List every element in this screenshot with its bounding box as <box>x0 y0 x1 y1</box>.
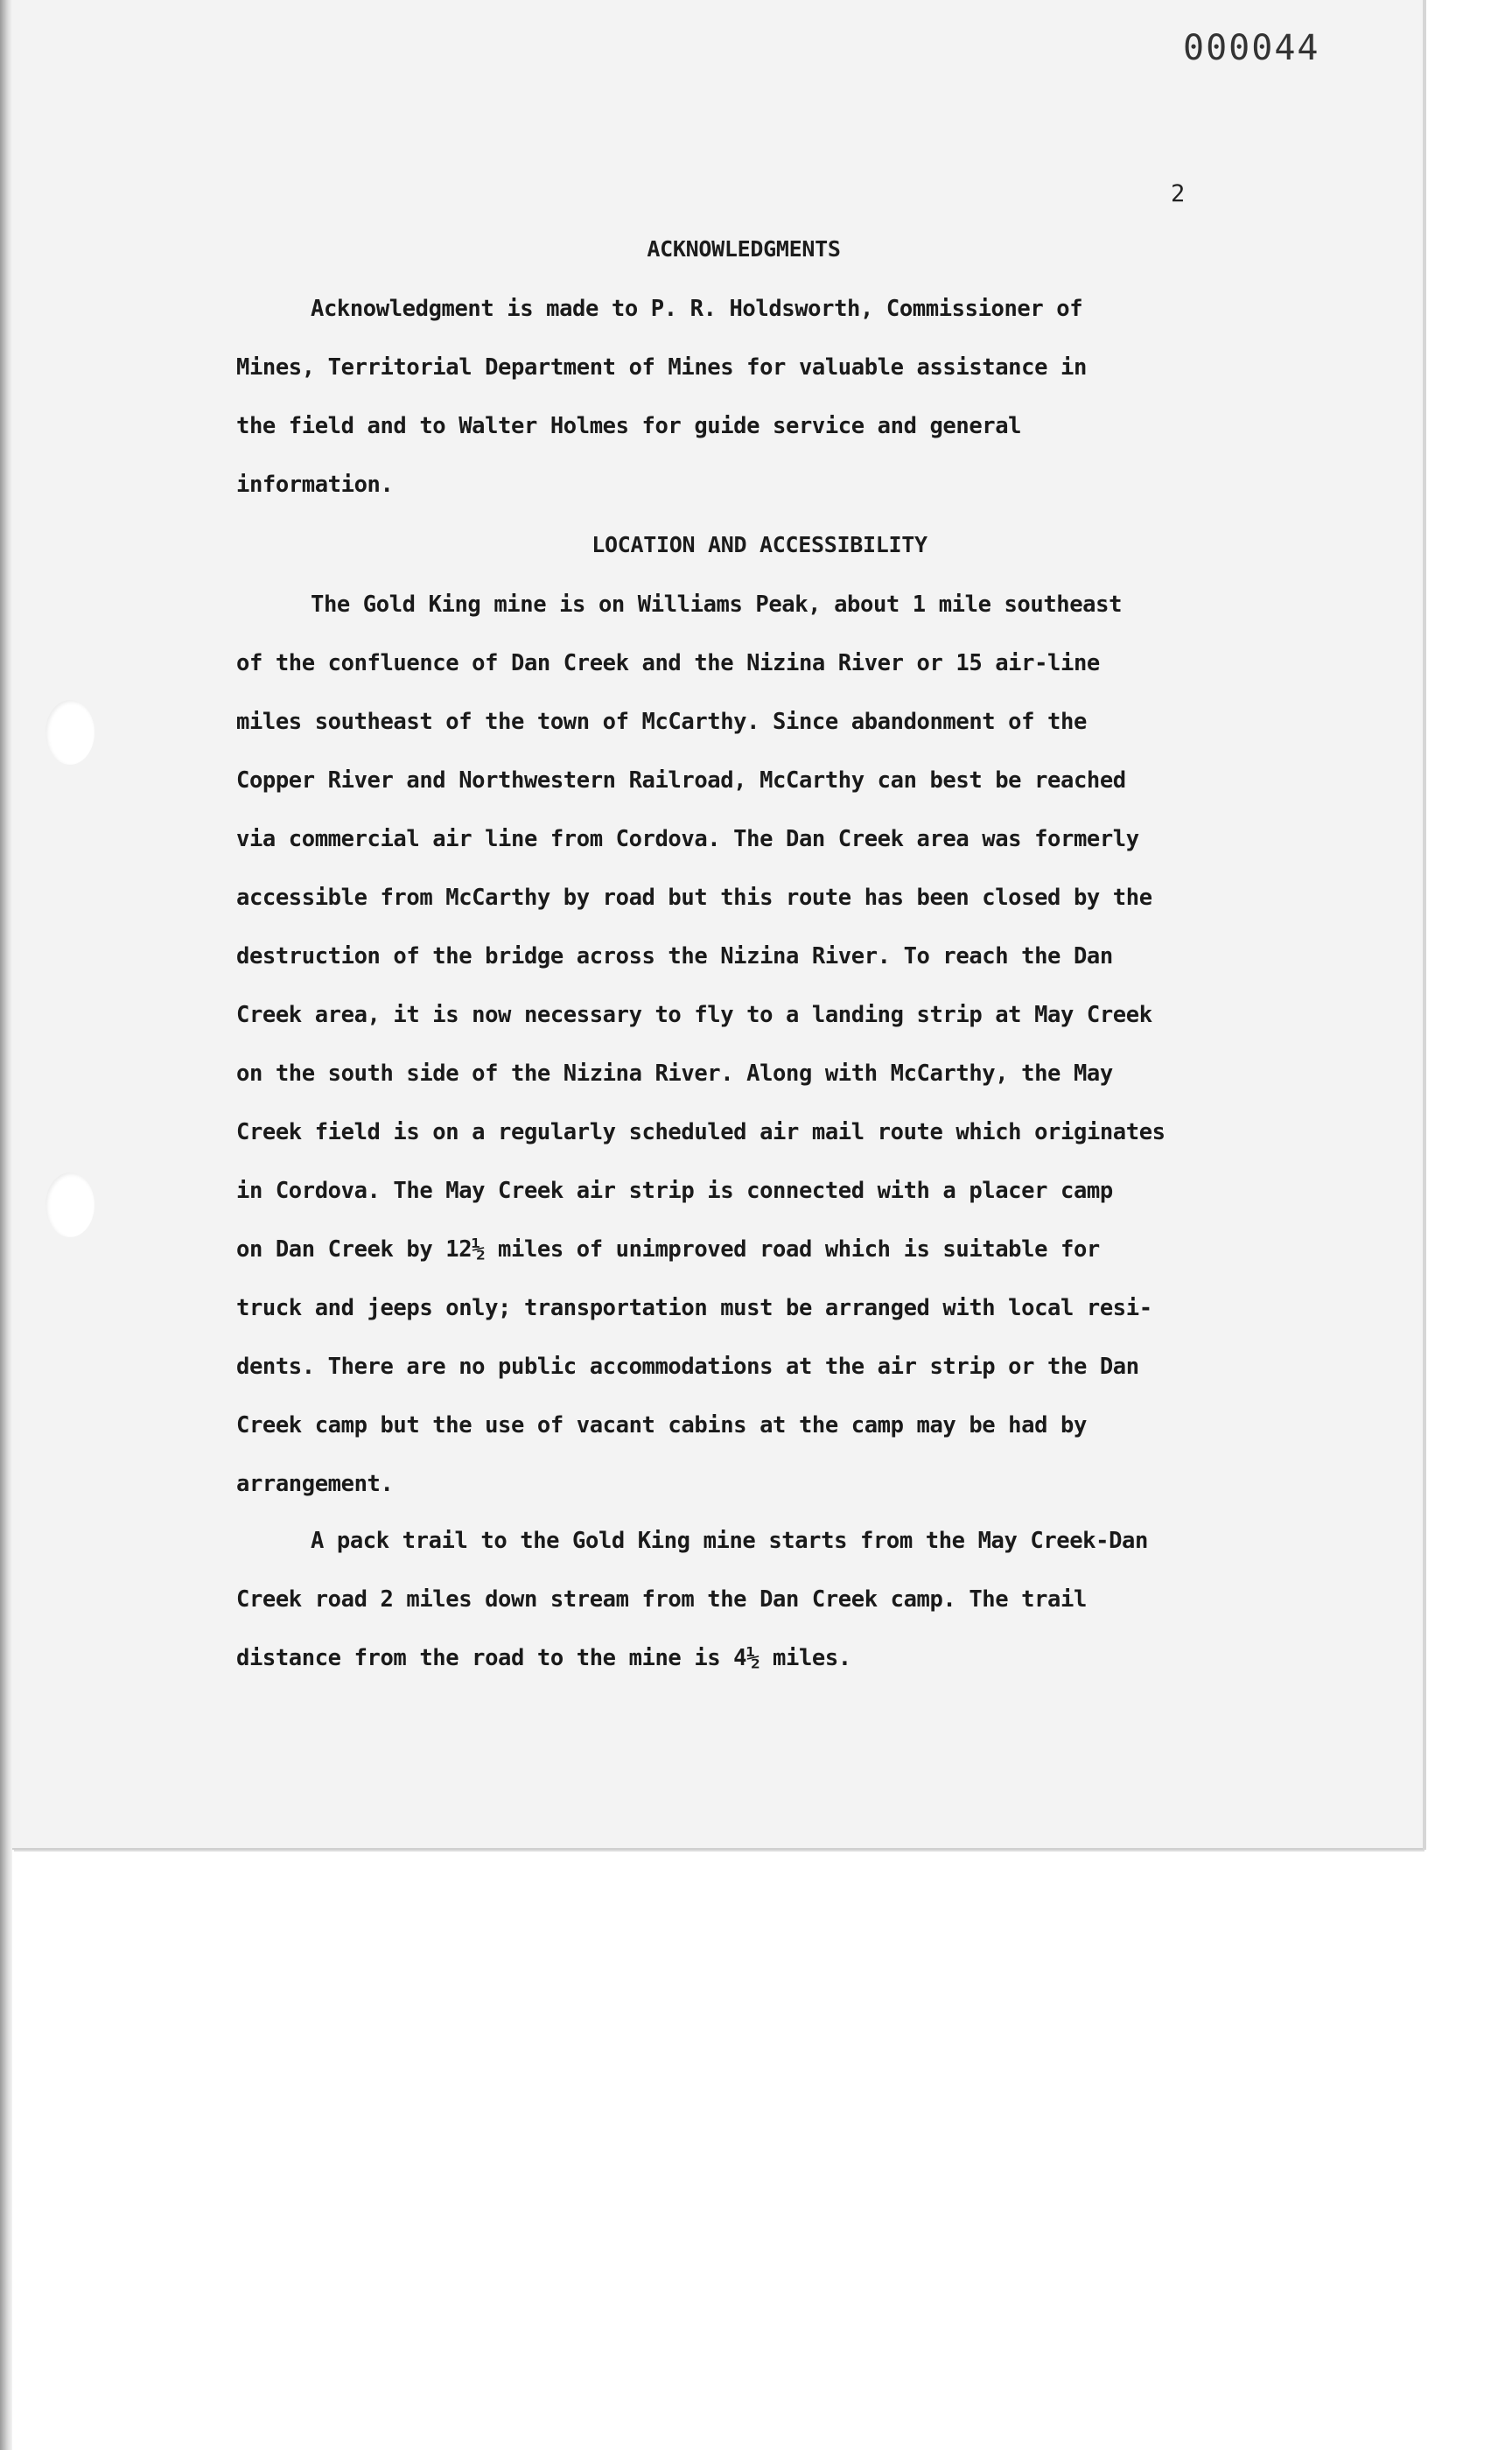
text-line: accessible from McCarthy by road but this route has been closed by the <box>236 885 1152 911</box>
acknowledgments-heading: ACKNOWLEDGMENTS <box>647 236 841 262</box>
text-line: truck and jeeps only; transportation must be arranged with local resi- <box>236 1295 1152 1321</box>
text-line: destruction of the bridge across the Nizina River. To reach the Dan <box>236 943 1113 970</box>
text-line: The Gold King mine is on Williams Peak, about 1 mile southeast <box>311 592 1123 618</box>
location-paragraph <box>236 576 1295 1514</box>
page-number: 2 <box>1171 180 1186 207</box>
text-line: on the south side of the Nizina River. Along with McCarthy, the May <box>236 1060 1113 1087</box>
scan-left-edge <box>0 0 12 2450</box>
text-line: information. <box>236 472 394 498</box>
pack-trail-paragraph <box>236 1512 1295 1688</box>
text-line: Mines, Territorial Department of Mines for valuable assistance in <box>236 354 1087 381</box>
text-line: the field and to Walter Holmes for guide service and general <box>236 413 1022 439</box>
text-line: dents. There are no public accommodations at the air strip or the Dan <box>236 1354 1139 1380</box>
text-line: miles southeast of the town of McCarthy. Since abandonment of the <box>236 709 1087 735</box>
text-line: Acknowledgment is made to P. R. Holdsworth, Commissioner of <box>311 296 1083 322</box>
punch-hole <box>46 1172 94 1237</box>
text-line: in Cordova. The May Creek air strip is connected with a placer camp <box>236 1178 1113 1204</box>
punch-hole <box>46 700 94 765</box>
location-heading: LOCATION AND ACCESSIBILITY <box>592 532 928 557</box>
acknowledgments-paragraph <box>236 280 1295 514</box>
text-line: Creek camp but the use of vacant cabins at the camp may be had by <box>236 1412 1087 1438</box>
text-line: Copper River and Northwestern Railroad, McCarthy can best be reached <box>236 767 1126 794</box>
text-line: distance from the road to the mine is 4½ miles. <box>236 1645 851 1671</box>
page-right-edge <box>1423 0 1426 1850</box>
text-line: of the confluence of Dan Creek and the Nizina River or 15 air-line <box>236 650 1100 676</box>
text-line: arrangement. <box>236 1471 394 1497</box>
text-line: Creek area, it is now necessary to fly to a landing strip at May Creek <box>236 1002 1152 1028</box>
text-line: via commercial air line from Cordova. The Dan Creek area was formerly <box>236 826 1139 852</box>
text-line: A pack trail to the Gold King mine starts from the May Creek-Dan <box>311 1528 1148 1554</box>
text-line: on Dan Creek by 12½ miles of unimproved road which is suitable for <box>236 1236 1100 1263</box>
text-line: Creek road 2 miles down stream from the Dan Creek camp. The trail <box>236 1586 1087 1613</box>
text-line: Creek field is on a regularly scheduled air mail route which originates <box>236 1119 1166 1145</box>
document-number: 000044 <box>1183 28 1320 68</box>
